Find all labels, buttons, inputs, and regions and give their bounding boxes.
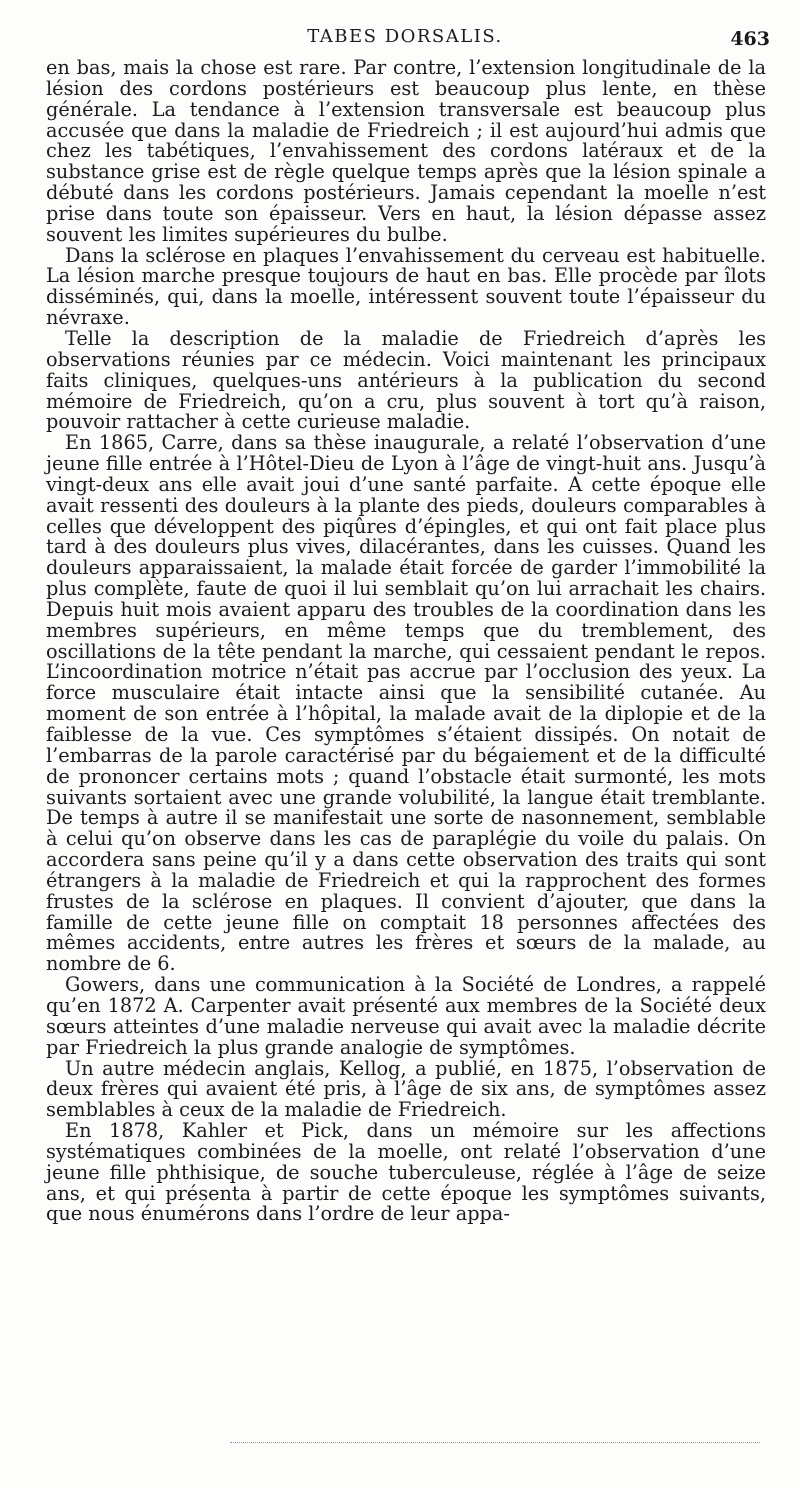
bottom-rule [230,1442,760,1443]
paragraph-continued: en bas, mais la chose est rare. Par contre, l’extension longitudinale de la lésion des cordons postérieurs est beaucoup plus lente, en thèse générale. La tendance à l’extension transversale est beaucoup plus accusée que dans la maladie de Friedreich ; il est aujourd’hui admis que chez les tabétiques, l’envahissement des cordons latéraux et de la substance grise est de règle quelque temps après que la lésion spinale a débuté dans les cordons postérieurs. Jamais cependant la moelle n’est prise dans toute son épaisseur. Vers en haut, la lésion dépasse assez souvent les limites supérieures du bulbe. [46,56,766,246]
paragraph-description-friedreich: Telle la description de la maladie de Friedreich d’après les observations réunies par ce médecin. Voici maintenant les principaux faits cliniques, quelques-uns antérieurs à la publication du second mémoire de Friedreich, qu’on a cru, plus souvent à tort qu’à raison, pouvoir rattacher à cette curieuse maladie. [46,326,766,434]
paragraph-kahler-pick: En 1878, Kahler et Pick, dans un mémoire sur les affections systématiques combinées de la moelle, ont relaté l’observation d’une jeune fille phthisique, de souche tuberculeuse, réglée à l’âge de seize ans, et qui présenta à partir de cette époque les symptômes suivants, que nous énumérons dans l’ordre de leur appa- [46,1119,766,1226]
paragraph-gowers: Gowers, dans une communication à la Société de Londres, a rappelé qu’en 1872 A. Carpenter avait présenté aux membres de la Société deux sœurs atteintes d’une maladie nerveuse qui avait avec la maladie décrite par Friedreich la plus grande analogie de symptômes. [46,973,766,1059]
running-head [40,26,770,56]
page-number: 463 [730,28,770,50]
running-title: TABES DORSALIS. [307,26,503,47]
paragraph-kellog: Un autre médecin anglais, Kellog, a publié, en 1875, l’observation de deux frères qui avaient été pris, à l’âge de six ans, de symptômes assez semblables à ceux de la maladie de Friedreich. [46,1056,766,1122]
paragraph-sclerose-en-plaques: Dans la sclérose en plaques l’envahissement du cerveau est habituelle. La lésion marche presque toujours de haut en bas. Elle procède par îlots disséminés, qui, dans la moelle, intéressent souvent toute l’épaisseur du névraxe. [46,243,766,330]
paragraph-carre-observation: En 1865, Carre, dans sa thèse inaugurale, a relaté l’observation d’une jeune fille entrée à l’Hôtel-Dieu de Lyon à l’âge de vingt-huit ans. Jusqu’à vingt-deux ans elle avait joui d’une santé parfaite. A cette époque elle avait ressenti des douleurs à la plante des pieds, douleurs comparables à celles que développent des piqûres d’épingles, et qui ont fait place plus tard à des douleurs plus vives, dilacérantes, dans les cuisses. Quand les douleurs apparaissaient, la malade était forcée de garder l’immobilité la plus complète, faute de quoi il lui semblait qu’on lui arrachait les chairs. Depuis huit mois avaient apparu des troubles de la coordination dans les membres supérieurs, en même temps que du tremblement, des oscillations de la tête pendant la marche, qui cessaient pendant le repos. L’incoordination motrice n’était pas accrue par l’occlusion des yeux. La force musculaire était intacte ainsi que la sensibilité cutanée. Au moment de son entrée à l’hôpital, la malade avait de la diplopie et de la faiblesse de la vue. Ces symptômes s’étaient dissipés. On notait de l’embarras de la parole caractérisé par du bégaiement et de la difficulté de prononcer certains mots ; quand l’obstacle était surmonté, les mots suivants sortaient avec une grande volubilité, la langue était tremblante. De temps à autre il se manifestait une sorte de nasonnement, semblable à celui qu’on observe dans les cas de paraplégie du voile du palais. On accordera sans peine qu’il y a dans cette observation des traits qui sont étrangers à la maladie de Friedreich et qui la rapprochent des formes frustes de la sclérose en plaques. Il convient d’ajouter, que dans la famille de cette jeune fille on comptait 18 personnes affectées des mêmes accidents, entre autres les frères et sœurs de la malade, au nombre de 6. [46,431,766,976]
body-text [46,58,766,1225]
